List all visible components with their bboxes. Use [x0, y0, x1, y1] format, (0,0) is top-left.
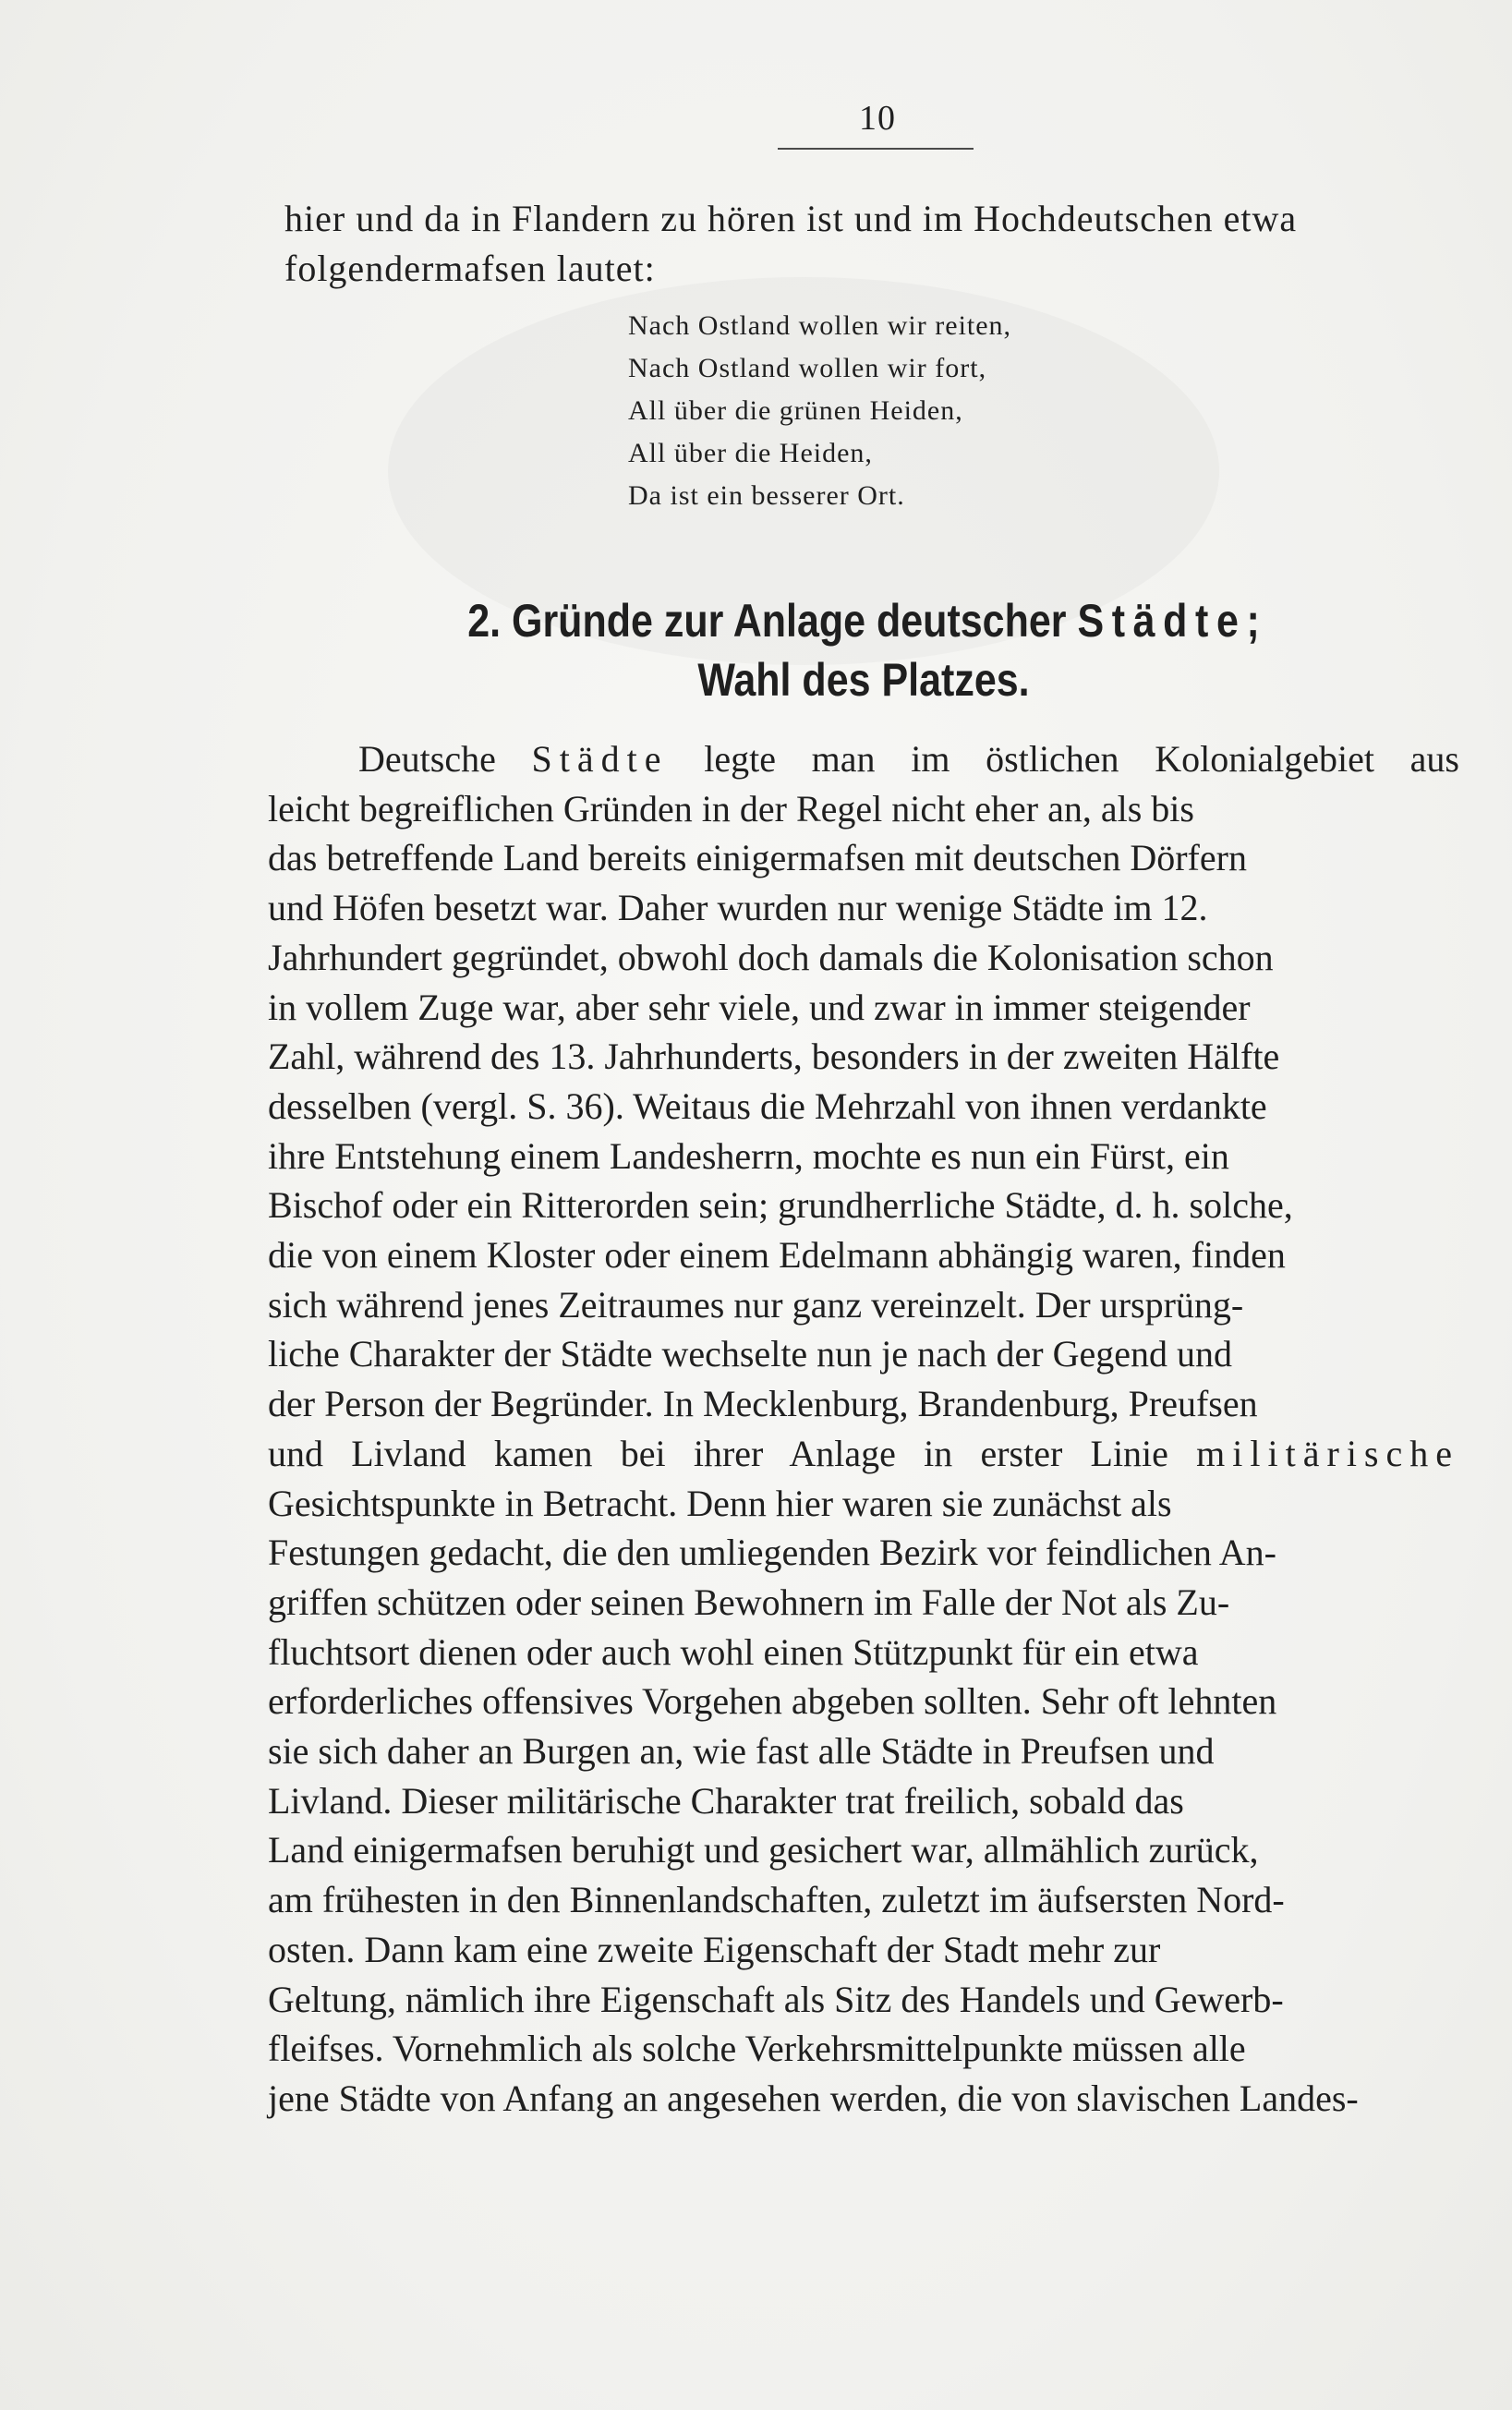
- poem-line-3: All über die grünen Heiden,: [628, 395, 963, 426]
- body-line-8: desselben (vergl. S. 36). Weitaus die Mehrzahl von ihnen verdankte: [268, 1084, 1267, 1127]
- body-line-26: Geltung, nämlich ihre Eigenschaft als Sitz des Handels und Gewerb-: [268, 1978, 1284, 2020]
- heading-text-b: ;: [1246, 595, 1260, 647]
- body-line-17: Festungen gedacht, die den umliegenden Bezirk vor feindlichen An-: [268, 1532, 1276, 1574]
- body-line-15-a: und Livland kamen bei ihrer Anlage in erster Linie: [268, 1432, 1197, 1474]
- body-line-15: [268, 1429, 1459, 1479]
- body-line-5: Jahrhundert gegründet, obwohl doch damals die Kolonisation schon: [268, 936, 1274, 978]
- page-number-rule: [778, 148, 974, 150]
- body-line-1-spaced: Städte: [531, 738, 669, 780]
- body-line-1-a: Deutsche: [358, 738, 532, 780]
- body-line-27: fleifses. Vornehmlich als solche Verkehrsmittelpunkte müssen alle: [268, 2028, 1246, 2070]
- page-number: 10: [859, 99, 896, 138]
- body-line-16: Gesichtspunkte in Betracht. Denn hier waren sie zunächst als: [268, 1482, 1172, 1524]
- body-line-10: Bischof oder ein Ritterorden sein; grundherrliche Städte, d. h. solche,: [268, 1184, 1293, 1227]
- body-line-15-spaced: militärische: [1196, 1432, 1459, 1474]
- body-line-6: in vollem Zuge war, aber sehr viele, und zwar in immer steigender: [268, 986, 1251, 1028]
- section-heading: [359, 591, 1368, 709]
- body-line-18: griffen schützen oder seinen Bewohnern im Falle der Not als Zu-: [268, 1580, 1230, 1623]
- body-line-2: leicht begreiflichen Gründen in der Regel nicht eher an, als bis: [268, 787, 1194, 830]
- poem-line-1: Nach Ostland wollen wir reiten,: [628, 310, 1012, 341]
- intro-line-2: folgendermafsen lautet:: [284, 248, 656, 289]
- body-paragraph: [268, 734, 1459, 2124]
- body-line-20: erforderliches offensives Vorgehen abgeben sollten. Sehr oft lehnten: [268, 1680, 1277, 1723]
- body-line-19: fluchtsort dienen oder auch wohl einen Stützpunkt für ein etwa: [268, 1630, 1199, 1673]
- poem-quote: [628, 305, 1145, 517]
- body-line-28: jene Städte von Anfang an angesehen werden, die von slavischen Landes-: [268, 2077, 1359, 2119]
- body-line-24: am frühesten in den Binnenlandschaften, zuletzt im äufsersten Nord-: [268, 1879, 1285, 1921]
- body-line-13: liche Charakter der Städte wechselte nun je nach der Gegend und: [268, 1333, 1233, 1375]
- body-line-11: die von einem Kloster oder einem Edelmann abhängig waren, finden: [268, 1234, 1286, 1277]
- intro-line-1: hier und da in Flandern zu hören ist und im Hochdeutschen etwa: [284, 198, 1298, 239]
- body-line-1: [268, 734, 1459, 784]
- poem-line-4: All über die Heiden,: [628, 438, 873, 468]
- body-line-25: osten. Dann kam eine zweite Eigenschaft der Stadt mehr zur: [268, 1928, 1161, 1970]
- body-line-9: ihre Entstehung einem Landesherrn, mochte es nun ein Fürst, ein: [268, 1134, 1229, 1177]
- body-line-1-b: legte man im östlichen Kolonialgebiet aus: [668, 738, 1459, 780]
- body-line-3: das betreffende Land bereits einigermafsen mit deutschen Dörfern: [268, 837, 1247, 879]
- body-line-4: und Höfen besetzt war. Daher wurden nur wenige Städte im 12.: [268, 887, 1208, 929]
- body-line-21: sie sich daher an Burgen an, wie fast alle Städte in Preufsen und: [268, 1730, 1215, 1773]
- body-line-22: Livland. Dieser militärische Charakter trat freilich, sobald das: [268, 1779, 1184, 1822]
- heading-text-a: 2. Gründe zur Anlage deutscher: [467, 595, 1078, 647]
- body-line-12: sich während jenes Zeitraumes nur ganz vereinzelt. Der ursprüng-: [268, 1283, 1244, 1326]
- body-line-23: Land einigermafsen beruhigt und gesichert war, allmählich zurück,: [268, 1829, 1259, 1871]
- intro-paragraph: [284, 194, 1462, 294]
- section-heading-line-2: Wahl des Platzes.: [697, 654, 1030, 706]
- poem-line-5: Da ist ein besserer Ort.: [628, 480, 905, 511]
- body-line-14: der Person der Begründer. In Mecklenburg, Brandenburg, Preufsen: [268, 1383, 1258, 1425]
- body-line-7: Zahl, während des 13. Jahrhunderts, besonders in der zweiten Hälfte: [268, 1035, 1280, 1078]
- poem-line-2: Nach Ostland wollen wir fort,: [628, 353, 987, 383]
- section-heading-line-1: [359, 591, 1368, 650]
- heading-text-spaced: Städte: [1077, 595, 1247, 647]
